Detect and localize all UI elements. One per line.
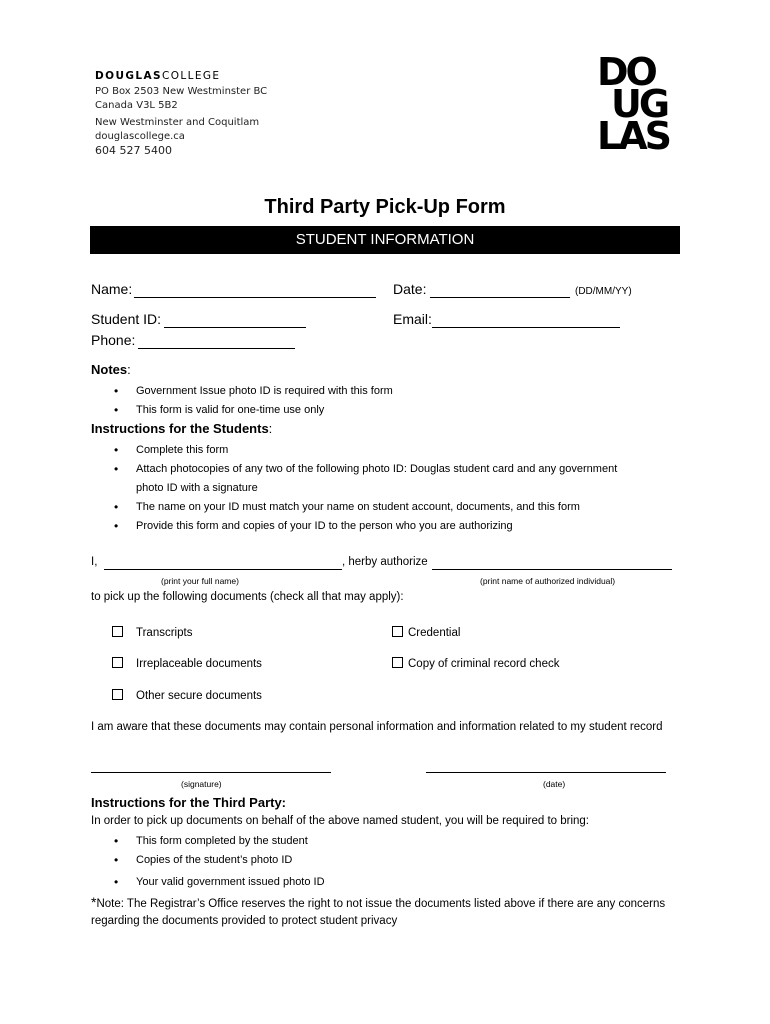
documents-instruction: to pick up the following documents (check all that may apply): [91,591,404,603]
criminal-record-label: Copy of criminal record check [408,658,560,670]
brand-bold: DOUGLAS [95,70,162,82]
third-party-list [114,832,696,892]
authorized-individual-field[interactable] [432,569,672,570]
list-item: • Copies of the student’s photo ID [136,851,696,870]
address-line-1: PO Box 2503 New Westminster BC [95,86,268,97]
student-id-label: Student ID: [91,311,162,327]
date-format-hint: (DD/MM/YY) [575,286,632,297]
phone-field[interactable] [138,348,295,349]
phone-line: 604 527 5400 [95,144,172,157]
student-instructions-list [114,441,696,536]
list-item: • Government Issue photo ID is required with this form [136,382,696,401]
irreplaceable-checkbox[interactable] [112,657,123,668]
authorized-caption: (print name of authorized individual) [480,576,616,586]
college-contact [95,116,259,158]
douglas-logo: DO UG LAS [597,50,669,158]
brand-light: COLLEGE [161,70,221,82]
notes-heading: Notes: [91,362,131,377]
list-item: • Your valid government issued photo ID [136,873,696,892]
credential-label: Credential [408,627,461,639]
address-line-2: Canada V3L 5B2 [95,100,178,111]
authorization-middle: , herby authorize [342,556,428,568]
bullet-icon: • [114,875,119,889]
bullet-icon: • [114,853,119,867]
irreplaceable-label: Irreplaceable documents [136,658,262,670]
email-label: Email: [393,311,432,327]
bullet-icon: • [114,384,119,398]
full-name-caption: (print your full name) [161,576,239,586]
campuses-line: New Westminster and Coquitlam [95,117,260,128]
list-item: • Attach photocopies of any two of the following photo ID: Douglas student card and any government [136,460,696,479]
list-item: • This form is valid for one-time use only [136,401,696,420]
signature-field[interactable] [91,772,331,773]
student-id-field[interactable] [164,327,306,328]
other-secure-checkbox[interactable] [112,689,123,700]
bullet-icon: • [114,403,119,417]
section-bar-student-information: STUDENT INFORMATION [90,226,680,254]
transcripts-checkbox[interactable] [112,626,123,637]
criminal-record-checkbox[interactable] [392,657,403,668]
list-item: • Provide this form and copies of your ID to the person who you are authorizing [136,517,696,536]
date-caption: (date) [543,779,566,789]
name-field[interactable] [134,297,376,298]
full-name-field[interactable] [104,569,342,570]
credential-checkbox[interactable] [392,626,403,637]
list-item: • Complete this form [136,441,696,460]
college-address [95,85,267,113]
registrar-note-line-2: regarding the documents provided to protect student privacy [91,915,398,927]
signature-caption: (signature) [181,779,222,789]
bullet-icon: • [114,443,119,457]
form-title: Third Party Pick-Up Form [264,196,506,218]
bullet-icon: • [114,462,119,476]
bullet-icon: • [114,500,119,514]
website-line: douglascollege.ca [95,131,185,142]
notes-list [114,382,696,420]
bullet-icon: • [114,834,119,848]
name-label: Name: [91,281,133,297]
date-label: Date: [393,281,427,297]
list-item-continuation: photo ID with a signature [136,482,258,494]
third-party-heading: Instructions for the Third Party: [91,795,287,810]
transcripts-label: Transcripts [136,627,193,639]
other-secure-label: Other secure documents [136,690,262,702]
list-item: • This form completed by the student [136,832,696,851]
list-item: • The name on your ID must match your name on student account, documents, and this form [136,498,696,517]
authorization-prefix: I, [91,556,98,568]
college-wordmark [95,70,220,82]
student-instructions-heading: Instructions for the Students: [91,421,273,436]
bullet-icon: • [114,519,119,533]
email-field[interactable] [432,327,620,328]
third-party-intro: In order to pick up documents on behalf of the above named student, you will be required to bring: [91,815,590,827]
signature-date-field[interactable] [426,772,666,773]
awareness-statement: I am aware that these documents may contain personal information and information related to my student record [91,721,663,733]
phone-label: Phone: [91,332,136,348]
date-field[interactable] [430,297,570,298]
registrar-note: *Note: The Registrar’s Office reserves the right to not issue the documents listed above if there are any concerns [91,894,666,910]
